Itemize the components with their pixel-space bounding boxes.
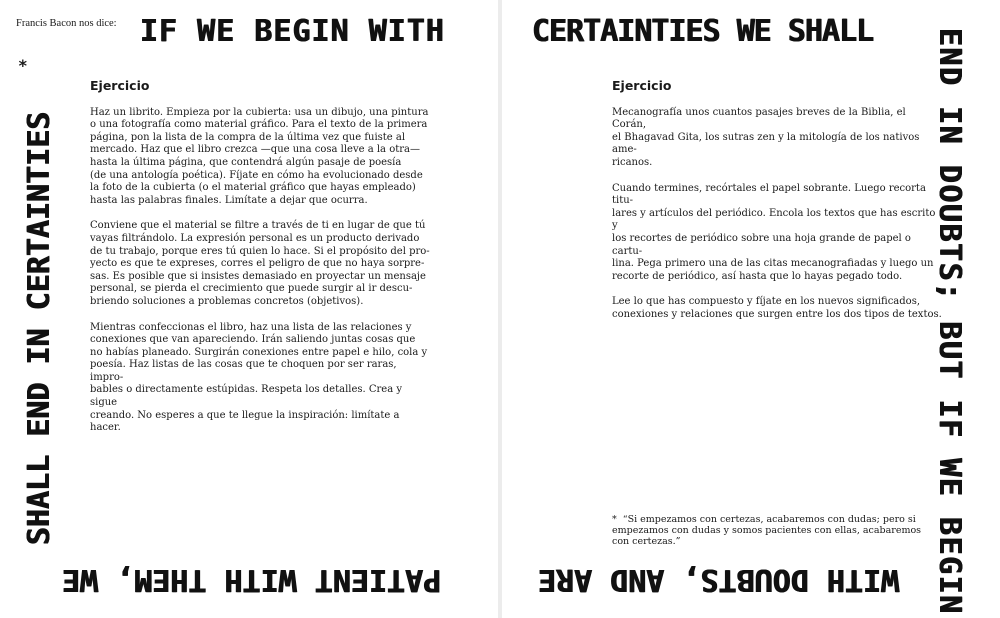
left-heading: Ejercicio	[90, 78, 150, 93]
left-paragraph-2: Conviene que el material se filtre a través de ti en lugar de que tú vayas filtrándolo. La expresión personal es un producto derivado de tu trabajo, porque eres tú quien lo hace. Si el propósito del pro- yecto es que te expreses, corres el peligro de que no haya sorpre- sas. Es posible que si insistes demasiado en proyectar un mensaje personal, se pierda el crecimiento que puede surgir al ir descu- briendo soluciones a problemas concretos (objetivos).	[90, 220, 430, 307]
right-column	[612, 80, 942, 335]
left-column	[90, 80, 430, 448]
stamp-bottom-right: WITH DOUBTS, AND ARE	[538, 562, 900, 597]
right-paragraph-2: Cuando termines, recórtales el papel sobrante. Luego recorta titu- lares y artículos del periódico. Encola los textos que has escrito y los recortes de periódico sobre una hoja grande de papel o cartu- lina. Pega primero una de las citas mecanografiadas y luego un recorte de periódico, así hasta que lo hayas pegado todo.	[612, 182, 936, 282]
stamp-bottom-left: PATIENT WITH THEM, WE	[62, 562, 442, 597]
left-paragraph-1: Haz un librito. Empieza por la cubierta: usa un dibujo, una pintura o una fotografía como material gráfico. Para el texto de la primera página, pon la lista de la compra de la última vez que fuiste al mercado. Haz que el libro crezca —que una cosa lleve a la otra— hasta la última página, que contendrá algún pasaje de poesía (de una antología poética). Fíjate en cómo ha evolucionado desde la foto de la cubierta (o el material gráfico que hayas empleado) hasta las palabras finales. Limítate a dejar que ocurra.	[90, 106, 429, 206]
stamp-top-left: IF WE BEGIN WITH	[140, 14, 445, 49]
footnote-mark: *	[612, 514, 617, 525]
right-paragraph-3: Lee lo que has compuesto y fíjate en los nuevos significados, conexiones y relaciones que surgen entre los dos tipos de textos.	[612, 296, 942, 320]
intro-text: Francis Bacon nos dice:	[16, 18, 117, 29]
stamp-top-right: CERTAINTIES WE SHALL	[532, 14, 874, 49]
right-paragraph-1: Mecanografía unos cuantos pasajes breves de la Biblia, el Corán, el Bhagavad Gita, los sutras zen y la mitología de los nativos ame- ricanos.	[612, 106, 920, 168]
footnote-text: “Si empezamos con certezas, acabaremos con dudas; pero si empezamos con dudas y somos pacientes con ellas, acabaremos con certezas.”	[612, 514, 922, 547]
stamp-left-side: SHALL END IN CERTAINTIES	[22, 111, 57, 545]
left-paragraph-3: Mientras confeccionas el libro, haz una lista de las relaciones y conexiones que van apareciendo. Irán saliendo juntas cosas que no habías planeado. Surgirán conexiones entre papel e hilo, cola y poesía. Haz listas de las cosas que te choquen por ser raras, impro- bables o directamente estúpidas. Respeta los detalles. Crea y sigue creando. No esperes a que te llegue la inspiración: limítate a hacer.	[90, 321, 428, 434]
stamp-right-side: END IN DOUBTS; BUT IF WE BEGIN	[932, 28, 967, 615]
footnote	[612, 514, 942, 547]
asterisk-mark: *	[18, 56, 28, 75]
right-heading: Ejercicio	[612, 78, 672, 93]
